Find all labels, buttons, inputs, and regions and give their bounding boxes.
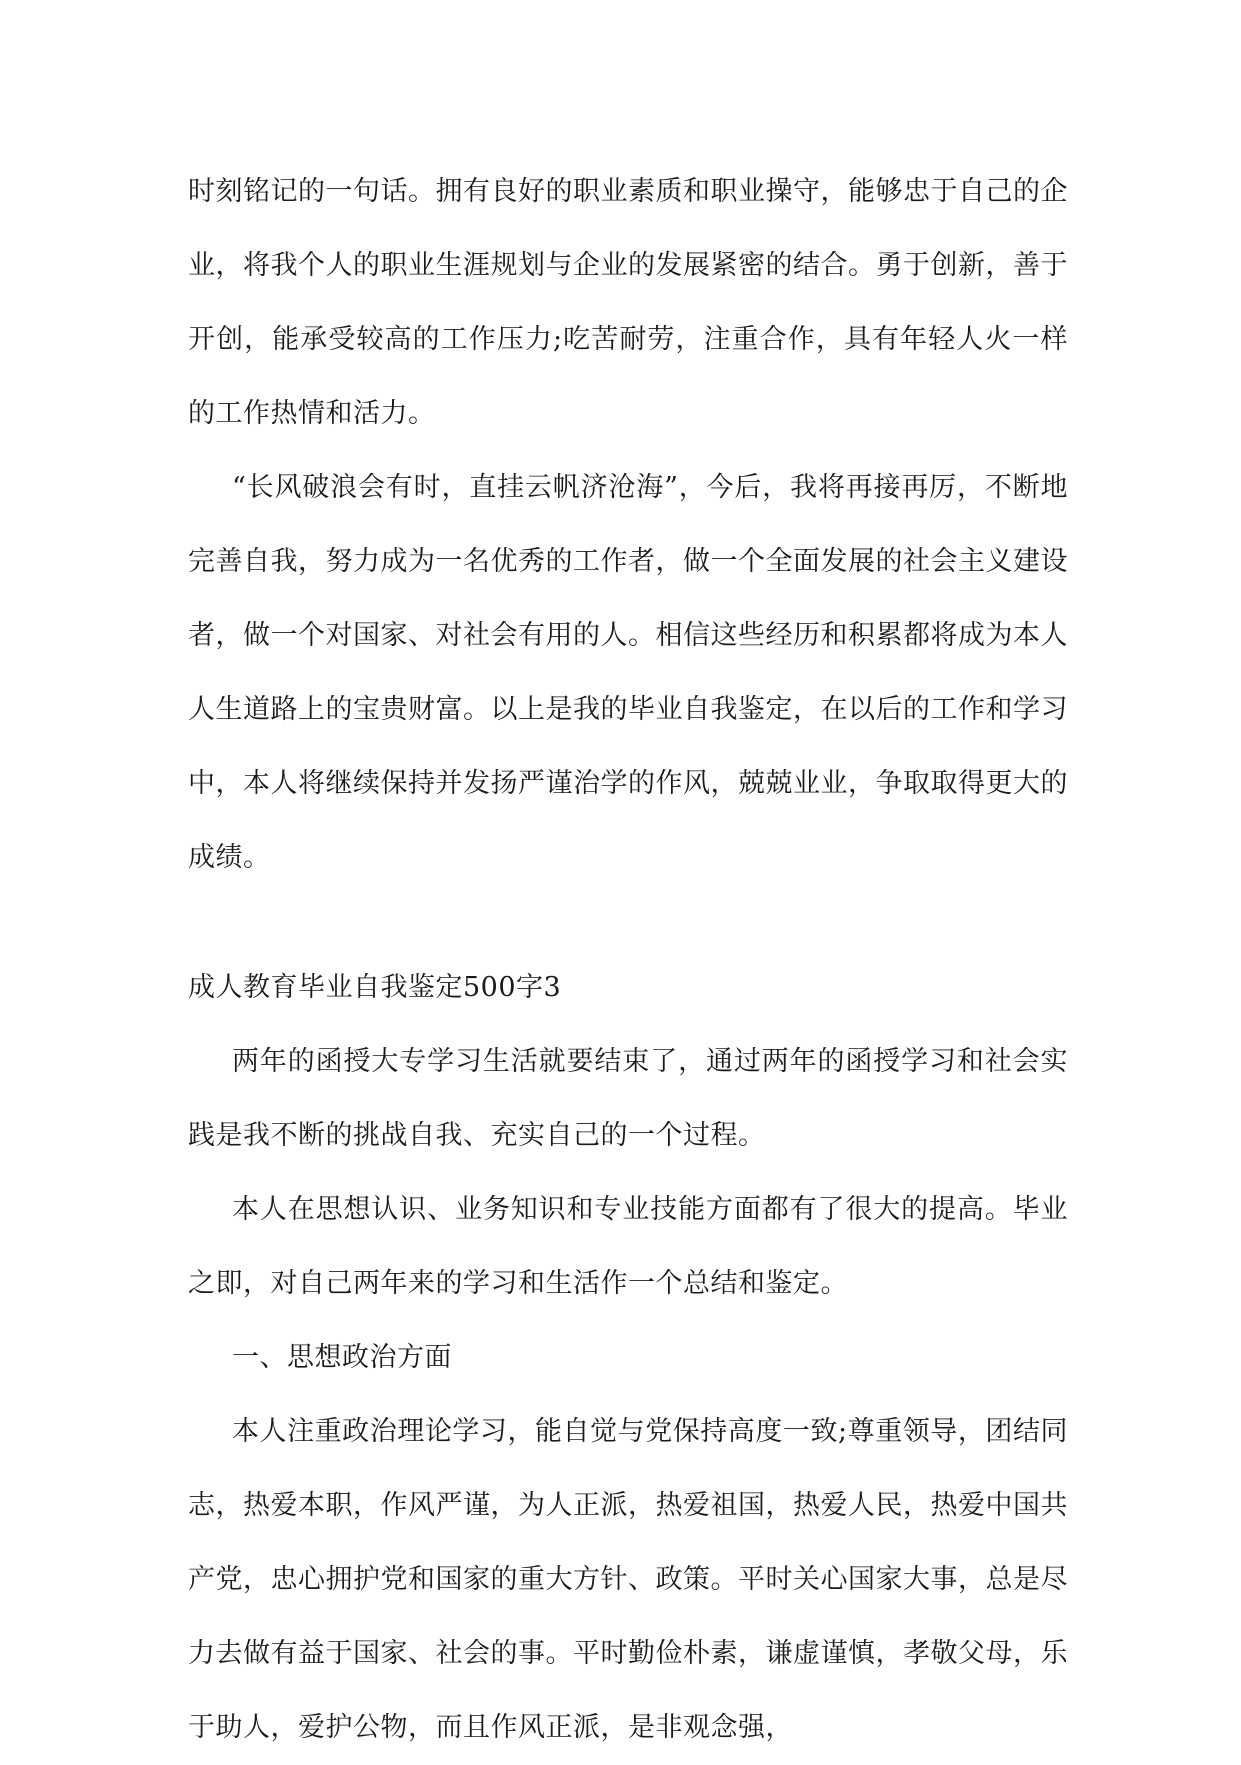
document-body: [188, 155, 1068, 1765]
paragraph-p3: 两年的函授大专学习生活就要结束了，通过两年的函授学习和社会实践是我不断的挑战自我、充实自己的一个过程。: [188, 1046, 1068, 1151]
subheading-political: 一、思想政治方面: [232, 1342, 452, 1373]
paragraph-p2: “长风破浪会有时，直挂云帆济沧海”，今后，我将再接再厉，不断地完善自我，努力成为一名优秀的工作者，做一个全面发展的社会主义建设者，做一个对国家、对社会有用的人。相信这些经历和积累都将成为本人人生道路上的宝贵财富。以上是我的毕业自我鉴定，在以后的工作和学习中，本人将继续保持并发扬严谨治学的作风，兢兢业业，争取取得更大的成绩。: [188, 472, 1068, 873]
paragraph-p6: 本人注重政治理论学习，能自觉与党保持高度一致;尊重领导，团结同志，热爱本职，作风严谨，为人正派，热爱祖国，热爱人民，热爱中国共产党，忠心拥护党和国家的重大方针、政策。平时关心国家大事，总是尽力去做有益于国家、社会的事。平时勤俭朴素，谦虚谨慎，孝敬父母，乐于助人，爱护公物，而且作风正派，是非观念强，: [188, 1416, 1068, 1743]
paragraph-p1: 时刻铭记的一句话。拥有良好的职业素质和职业操守，能够忠于自己的企业，将我个人的职业生涯规划与企业的发展紧密的结合。勇于创新，善于开创，能承受较高的工作压力;吃苦耐劳，注重合作，具有年轻人火一样的工作热情和活力。: [188, 176, 1068, 429]
section-heading: 成人教育毕业自我鉴定500字3: [188, 972, 562, 1003]
section-gap: [188, 895, 1068, 951]
paragraph-p4: 本人在思想认识、业务知识和专业技能方面都有了很大的提高。毕业之即，对自己两年来的学习和生活作一个总结和鉴定。: [188, 1194, 1068, 1299]
